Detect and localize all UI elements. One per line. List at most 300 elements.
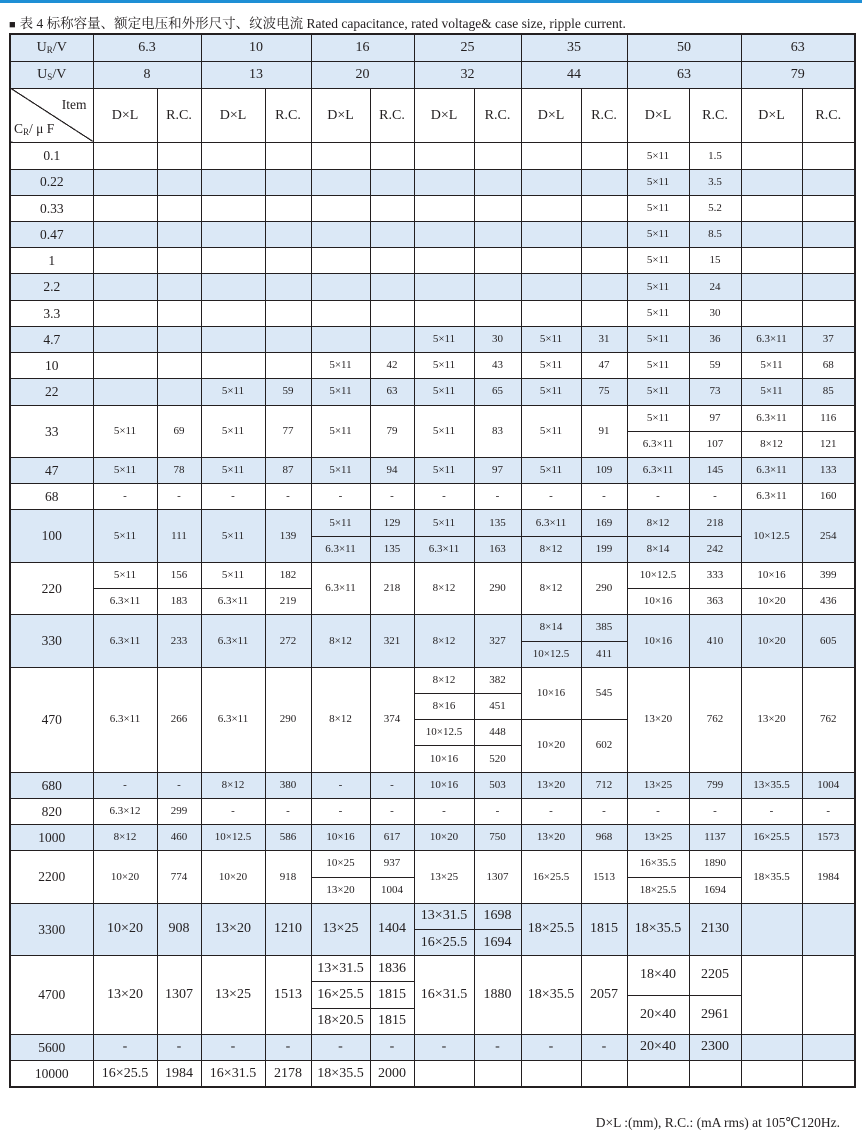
case-size-cell: 16×25.5 xyxy=(311,982,370,1008)
empty-cell xyxy=(741,274,802,300)
top-accent-bar xyxy=(0,0,862,3)
table-row xyxy=(10,825,855,838)
capacitance-value: 2.2 xyxy=(10,274,93,300)
case-size-cell: 18×25.5 xyxy=(521,903,581,955)
ripple-current-cell: 290 xyxy=(265,667,311,772)
ripple-current-cell: 460 xyxy=(157,825,201,851)
capacitance-value: 100 xyxy=(10,510,93,562)
ripple-current-cell: 199 xyxy=(581,536,627,562)
case-size-cell: 10×12.5 xyxy=(414,720,474,746)
ripple-current-cell: 8.5 xyxy=(689,222,741,248)
ripple-current-cell: 30 xyxy=(689,300,741,326)
case-size-cell: 13×20 xyxy=(521,772,581,798)
ripple-current-cell: 1210 xyxy=(265,903,311,955)
ripple-current-cell: 908 xyxy=(157,903,201,955)
capacitance-value: 220 xyxy=(10,562,93,614)
ripple-current-cell: 135 xyxy=(474,510,521,536)
ripple-current-cell: 139 xyxy=(265,510,311,562)
empty-cell xyxy=(414,222,474,248)
ur-label: $U_R/V$ xyxy=(10,34,93,61)
empty-cell xyxy=(265,274,311,300)
case-size-cell: 20×40 xyxy=(627,995,689,1034)
case-size-cell: 10×16 xyxy=(627,589,689,615)
case-size-cell: - xyxy=(201,798,265,824)
case-size-cell: - xyxy=(414,484,474,510)
case-size-cell: 6.3×11 xyxy=(93,589,157,615)
case-size-cell: 8×14 xyxy=(627,536,689,562)
case-size-cell: 13×20 xyxy=(627,667,689,772)
rated-voltage-value: 63 xyxy=(741,34,855,61)
case-size-cell: 16×25.5 xyxy=(741,825,802,851)
case-size-cell: 10×12.5 xyxy=(741,510,802,562)
ripple-current-cell: 65 xyxy=(474,379,521,405)
empty-cell xyxy=(201,169,265,195)
case-size-cell: 13×25 xyxy=(414,851,474,903)
empty-cell xyxy=(521,169,581,195)
case-size-cell: 13×20 xyxy=(93,956,157,1035)
empty-cell xyxy=(741,169,802,195)
table-row xyxy=(10,903,855,916)
ripple-current-cell: 1815 xyxy=(581,903,627,955)
empty-cell xyxy=(521,143,581,169)
ripple-current-cell: 1307 xyxy=(474,851,521,903)
ripple-current-cell: 83 xyxy=(474,405,521,457)
ripple-current-cell: 85 xyxy=(802,379,855,405)
case-size-cell: 8×12 xyxy=(201,772,265,798)
empty-cell xyxy=(157,379,201,405)
empty-cell xyxy=(157,222,201,248)
ripple-current-cell: 617 xyxy=(370,825,414,851)
case-size-cell: 10×16 xyxy=(521,667,581,719)
ripple-current-cell: 380 xyxy=(265,772,311,798)
case-size-cell: - xyxy=(627,484,689,510)
empty-cell xyxy=(157,195,201,221)
empty-cell xyxy=(741,903,802,955)
case-size-cell: 5×11 xyxy=(521,326,581,352)
case-size-cell: 13×25 xyxy=(627,825,689,851)
case-size-cell: 8×12 xyxy=(311,667,370,772)
ripple-current-cell: 97 xyxy=(689,405,741,431)
case-size-cell: - xyxy=(627,798,689,824)
ripple-current-cell: 1573 xyxy=(802,825,855,851)
empty-cell xyxy=(741,195,802,221)
ripple-current-cell: 363 xyxy=(689,589,741,615)
empty-cell xyxy=(370,143,414,169)
case-size-cell: 8×12 xyxy=(311,615,370,667)
ripple-current-cell: - xyxy=(157,484,201,510)
case-size-cell: 5×11 xyxy=(201,562,265,588)
case-size-cell: 8×12 xyxy=(414,615,474,667)
ripple-current-cell: - xyxy=(370,798,414,824)
case-size-cell: 10×12.5 xyxy=(627,562,689,588)
case-size-cell: 18×40 xyxy=(627,956,689,995)
empty-cell xyxy=(521,248,581,274)
ripple-current-cell: 266 xyxy=(157,667,201,772)
case-size-cell: 8×12 xyxy=(741,431,802,457)
case-size-cell: 6.3×11 xyxy=(741,458,802,484)
case-size-cell: 18×35.5 xyxy=(627,903,689,955)
case-size-cell: 8×12 xyxy=(627,510,689,536)
ripple-column-header: R.C. xyxy=(689,88,741,142)
table-row xyxy=(10,195,855,208)
ripple-current-cell: 42 xyxy=(370,353,414,379)
case-size-cell: 6.3×11 xyxy=(521,510,581,536)
table-row xyxy=(10,379,855,392)
empty-cell xyxy=(521,300,581,326)
ripple-current-cell: - xyxy=(265,484,311,510)
case-size-cell: 5×11 xyxy=(627,405,689,431)
empty-cell xyxy=(802,222,855,248)
table-row xyxy=(10,562,855,575)
case-size-cell: 5×11 xyxy=(414,458,474,484)
ripple-current-cell: 2057 xyxy=(581,956,627,1035)
ripple-current-cell: 750 xyxy=(474,825,521,851)
ripple-current-cell: 73 xyxy=(689,379,741,405)
case-size-cell: 6.3×11 xyxy=(741,405,802,431)
empty-cell xyxy=(741,222,802,248)
case-size-cell: 18×35.5 xyxy=(521,956,581,1035)
caption-text: 表 4 标称容量、额定电压和外形尺寸、纹波电流 Rated capacitance, rated voltage& case size, ripple current. xyxy=(19,16,626,31)
case-size-cell: 5×11 xyxy=(627,248,689,274)
empty-cell xyxy=(414,274,474,300)
table-row xyxy=(10,248,855,261)
ripple-current-cell: 762 xyxy=(802,667,855,772)
surge-voltage-value: 13 xyxy=(201,61,311,88)
ripple-current-cell: 129 xyxy=(370,510,414,536)
case-size-cell: 5×11 xyxy=(201,510,265,562)
rated-voltage-value: 10 xyxy=(201,34,311,61)
ripple-current-cell: 1307 xyxy=(157,956,201,1035)
ripple-current-cell: 1984 xyxy=(802,851,855,903)
empty-cell xyxy=(581,1061,627,1087)
case-size-cell: 10×16 xyxy=(414,772,474,798)
ripple-current-cell: 374 xyxy=(370,667,414,772)
capacitance-value: 33 xyxy=(10,405,93,457)
empty-cell xyxy=(581,248,627,274)
ripple-current-cell: 2130 xyxy=(689,903,741,955)
ripple-current-cell: 385 xyxy=(581,615,627,641)
ripple-current-cell: 107 xyxy=(689,431,741,457)
empty-cell xyxy=(311,169,370,195)
size-column-header: D×L xyxy=(627,88,689,142)
case-size-cell: 5×11 xyxy=(201,379,265,405)
case-size-cell: 5×11 xyxy=(627,195,689,221)
empty-cell xyxy=(741,1061,802,1087)
table-row xyxy=(10,798,855,811)
capacitance-value: 68 xyxy=(10,484,93,510)
case-size-cell: - xyxy=(93,1034,157,1060)
empty-cell xyxy=(474,274,521,300)
capacitance-value: 3.3 xyxy=(10,300,93,326)
case-size-cell: 5×11 xyxy=(311,458,370,484)
ripple-current-cell: 918 xyxy=(265,851,311,903)
ripple-current-cell: - xyxy=(370,484,414,510)
ripple-current-cell: 182 xyxy=(265,562,311,588)
empty-cell xyxy=(802,1061,855,1087)
empty-cell xyxy=(741,300,802,326)
case-size-cell: 16×31.5 xyxy=(414,956,474,1035)
ripple-current-cell: 799 xyxy=(689,772,741,798)
ripple-column-header: R.C. xyxy=(265,88,311,142)
ripple-current-cell: 1880 xyxy=(474,956,521,1035)
case-size-cell: 5×11 xyxy=(741,353,802,379)
cr-label: $C_R/$ μ F xyxy=(14,121,55,138)
ripple-column-header: R.C. xyxy=(581,88,627,142)
capacitance-value: 4.7 xyxy=(10,326,93,352)
empty-cell xyxy=(93,274,157,300)
ripple-current-cell: 436 xyxy=(802,589,855,615)
case-size-cell: 18×25.5 xyxy=(627,877,689,903)
item-label: Item xyxy=(61,96,87,112)
ripple-current-cell: 1698 xyxy=(474,903,521,929)
ripple-current-cell: 503 xyxy=(474,772,521,798)
empty-cell xyxy=(521,1061,581,1087)
case-size-cell: 8×14 xyxy=(521,615,581,641)
ripple-current-cell: 968 xyxy=(581,825,627,851)
ripple-current-cell: 31 xyxy=(581,326,627,352)
case-size-cell: 10×12.5 xyxy=(521,641,581,667)
empty-cell xyxy=(311,274,370,300)
capacitance-value: 0.22 xyxy=(10,169,93,195)
case-size-cell: 6.3×11 xyxy=(201,589,265,615)
case-size-cell: 16×25.5 xyxy=(521,851,581,903)
empty-cell xyxy=(157,300,201,326)
case-size-cell: 18×35.5 xyxy=(741,851,802,903)
table-row xyxy=(10,300,855,313)
ripple-current-cell: 1815 xyxy=(370,1008,414,1034)
ripple-current-cell: 321 xyxy=(370,615,414,667)
case-size-cell: 10×20 xyxy=(93,851,157,903)
ripple-current-cell: 97 xyxy=(474,458,521,484)
case-size-cell: 6.3×11 xyxy=(201,667,265,772)
case-size-cell: 6.3×11 xyxy=(627,458,689,484)
empty-cell xyxy=(93,169,157,195)
case-size-cell: 10×20 xyxy=(201,851,265,903)
case-size-cell: 10×20 xyxy=(741,589,802,615)
empty-cell xyxy=(311,326,370,352)
table-row xyxy=(10,353,855,366)
capacitance-value: 330 xyxy=(10,615,93,667)
ripple-current-cell: 91 xyxy=(581,405,627,457)
table-row xyxy=(10,326,855,339)
empty-cell xyxy=(581,274,627,300)
ripple-current-cell: 410 xyxy=(689,615,741,667)
case-size-cell: - xyxy=(93,772,157,798)
empty-cell xyxy=(741,956,802,1035)
case-size-cell: 10×20 xyxy=(414,825,474,851)
ripple-current-cell: - xyxy=(370,1034,414,1060)
case-size-cell: 10×20 xyxy=(741,615,802,667)
case-size-cell: - xyxy=(93,484,157,510)
case-size-cell: 6.3×11 xyxy=(311,562,370,614)
case-size-cell: 18×20.5 xyxy=(311,1008,370,1034)
ripple-current-cell: 145 xyxy=(689,458,741,484)
surge-voltage-value: 20 xyxy=(311,61,414,88)
ripple-current-cell: 762 xyxy=(689,667,741,772)
ripple-current-cell: 1890 xyxy=(689,851,741,877)
ripple-current-cell: 299 xyxy=(157,798,201,824)
case-size-cell: 5×11 xyxy=(201,405,265,457)
capacitance-value: 3300 xyxy=(10,903,93,955)
empty-cell xyxy=(521,274,581,300)
empty-cell xyxy=(474,195,521,221)
ripple-current-cell: 169 xyxy=(581,510,627,536)
empty-cell xyxy=(201,326,265,352)
table-row xyxy=(10,1034,855,1047)
ripple-current-cell: 3.5 xyxy=(689,169,741,195)
empty-cell xyxy=(581,169,627,195)
empty-cell xyxy=(370,274,414,300)
case-size-cell: 10×25 xyxy=(311,851,370,877)
ripple-current-cell: 937 xyxy=(370,851,414,877)
capacitance-value: 0.47 xyxy=(10,222,93,248)
empty-cell xyxy=(93,248,157,274)
case-size-cell: 13×20 xyxy=(741,667,802,772)
empty-cell xyxy=(741,143,802,169)
ripple-current-cell: 2000 xyxy=(370,1061,414,1087)
empty-cell xyxy=(581,195,627,221)
empty-cell xyxy=(581,222,627,248)
case-size-cell: 16×31.5 xyxy=(201,1061,265,1087)
ripple-current-cell: 448 xyxy=(474,720,521,746)
case-size-cell: 10×16 xyxy=(741,562,802,588)
case-size-cell: 13×25 xyxy=(627,772,689,798)
table-caption xyxy=(9,12,626,32)
empty-cell xyxy=(474,300,521,326)
capacitance-value: 4700 xyxy=(10,956,93,1035)
ripple-column-header: R.C. xyxy=(370,88,414,142)
ripple-current-cell: 605 xyxy=(802,615,855,667)
empty-cell xyxy=(474,1061,521,1087)
table-row xyxy=(10,1061,855,1074)
empty-cell xyxy=(201,248,265,274)
ripple-current-cell: - xyxy=(802,798,855,824)
empty-cell xyxy=(201,222,265,248)
ripple-current-cell: 290 xyxy=(474,562,521,614)
ripple-current-cell: - xyxy=(581,484,627,510)
surge-voltage-value: 44 xyxy=(521,61,627,88)
ripple-current-cell: - xyxy=(265,798,311,824)
ripple-current-cell: 1004 xyxy=(802,772,855,798)
ripple-current-cell: 774 xyxy=(157,851,201,903)
empty-cell xyxy=(311,143,370,169)
ripple-current-cell: 1.5 xyxy=(689,143,741,169)
case-size-cell: 6.3×11 xyxy=(741,484,802,510)
case-size-cell: - xyxy=(311,1034,370,1060)
empty-cell xyxy=(157,274,201,300)
rated-voltage-value: 35 xyxy=(521,34,627,61)
rated-voltage-row xyxy=(10,34,855,61)
ripple-current-cell: 1513 xyxy=(265,956,311,1035)
ripple-current-cell: - xyxy=(370,772,414,798)
case-size-cell: - xyxy=(521,798,581,824)
empty-cell xyxy=(265,300,311,326)
ripple-current-cell: 2300 xyxy=(689,1034,741,1060)
empty-cell xyxy=(414,143,474,169)
case-size-cell: 8×16 xyxy=(414,693,474,719)
ripple-current-cell: 254 xyxy=(802,510,855,562)
capacitance-value: 10000 xyxy=(10,1061,93,1087)
ripple-current-cell: 87 xyxy=(265,458,311,484)
ripple-current-cell: 2178 xyxy=(265,1061,311,1087)
ripple-column-header: R.C. xyxy=(474,88,521,142)
empty-cell xyxy=(414,169,474,195)
ripple-current-cell: 156 xyxy=(157,562,201,588)
empty-cell xyxy=(201,274,265,300)
case-size-cell: 16×35.5 xyxy=(627,851,689,877)
ripple-current-cell: - xyxy=(157,1034,201,1060)
capacitance-value: 470 xyxy=(10,667,93,772)
rated-voltage-value: 6.3 xyxy=(93,34,201,61)
size-column-header: D×L xyxy=(201,88,265,142)
ripple-current-cell: 327 xyxy=(474,615,521,667)
empty-cell xyxy=(802,248,855,274)
capacitance-value: 47 xyxy=(10,458,93,484)
case-size-cell: 5×11 xyxy=(311,353,370,379)
empty-cell xyxy=(370,169,414,195)
ripple-current-cell: 135 xyxy=(370,536,414,562)
table-row xyxy=(10,484,855,497)
empty-cell xyxy=(370,326,414,352)
case-size-cell: 13×31.5 xyxy=(414,903,474,929)
ripple-current-cell: 30 xyxy=(474,326,521,352)
ripple-current-cell: 1694 xyxy=(689,877,741,903)
ripple-current-cell: 712 xyxy=(581,772,627,798)
case-size-cell: 5×11 xyxy=(627,353,689,379)
surge-voltage-value: 32 xyxy=(414,61,521,88)
empty-cell xyxy=(521,222,581,248)
size-column-header: D×L xyxy=(93,88,157,142)
ripple-current-cell: 116 xyxy=(802,405,855,431)
empty-cell xyxy=(93,143,157,169)
ripple-current-cell: 109 xyxy=(581,458,627,484)
capacitance-value: 0.33 xyxy=(10,195,93,221)
empty-cell xyxy=(93,300,157,326)
case-size-cell: 13×20 xyxy=(311,877,370,903)
size-column-header: D×L xyxy=(741,88,802,142)
case-size-cell: 16×25.5 xyxy=(93,1061,157,1087)
case-size-cell: 6.3×11 xyxy=(201,615,265,667)
empty-cell xyxy=(521,195,581,221)
case-size-cell: 5×11 xyxy=(521,353,581,379)
table-row xyxy=(10,956,855,969)
case-size-cell: 10×20 xyxy=(93,903,157,955)
ripple-current-cell: 36 xyxy=(689,326,741,352)
ripple-current-cell: 68 xyxy=(802,353,855,379)
surge-voltage-value: 8 xyxy=(93,61,201,88)
ripple-current-cell: 63 xyxy=(370,379,414,405)
table-row xyxy=(10,772,855,785)
ripple-current-cell: 59 xyxy=(689,353,741,379)
ripple-current-cell: - xyxy=(474,798,521,824)
ripple-current-cell: 411 xyxy=(581,641,627,667)
empty-cell xyxy=(741,1034,802,1060)
empty-cell xyxy=(474,169,521,195)
case-size-cell: 8×12 xyxy=(414,667,474,693)
empty-cell xyxy=(802,956,855,1035)
size-column-header: D×L xyxy=(414,88,474,142)
ripple-current-cell: 47 xyxy=(581,353,627,379)
empty-cell xyxy=(265,326,311,352)
empty-cell xyxy=(802,903,855,955)
ripple-current-cell: 382 xyxy=(474,667,521,693)
case-size-cell: 6.3×11 xyxy=(93,667,157,772)
case-size-cell: 13×25 xyxy=(201,956,265,1035)
surge-voltage-value: 63 xyxy=(627,61,741,88)
case-size-cell: - xyxy=(201,1034,265,1060)
ripple-current-cell: 333 xyxy=(689,562,741,588)
case-size-cell: - xyxy=(311,798,370,824)
